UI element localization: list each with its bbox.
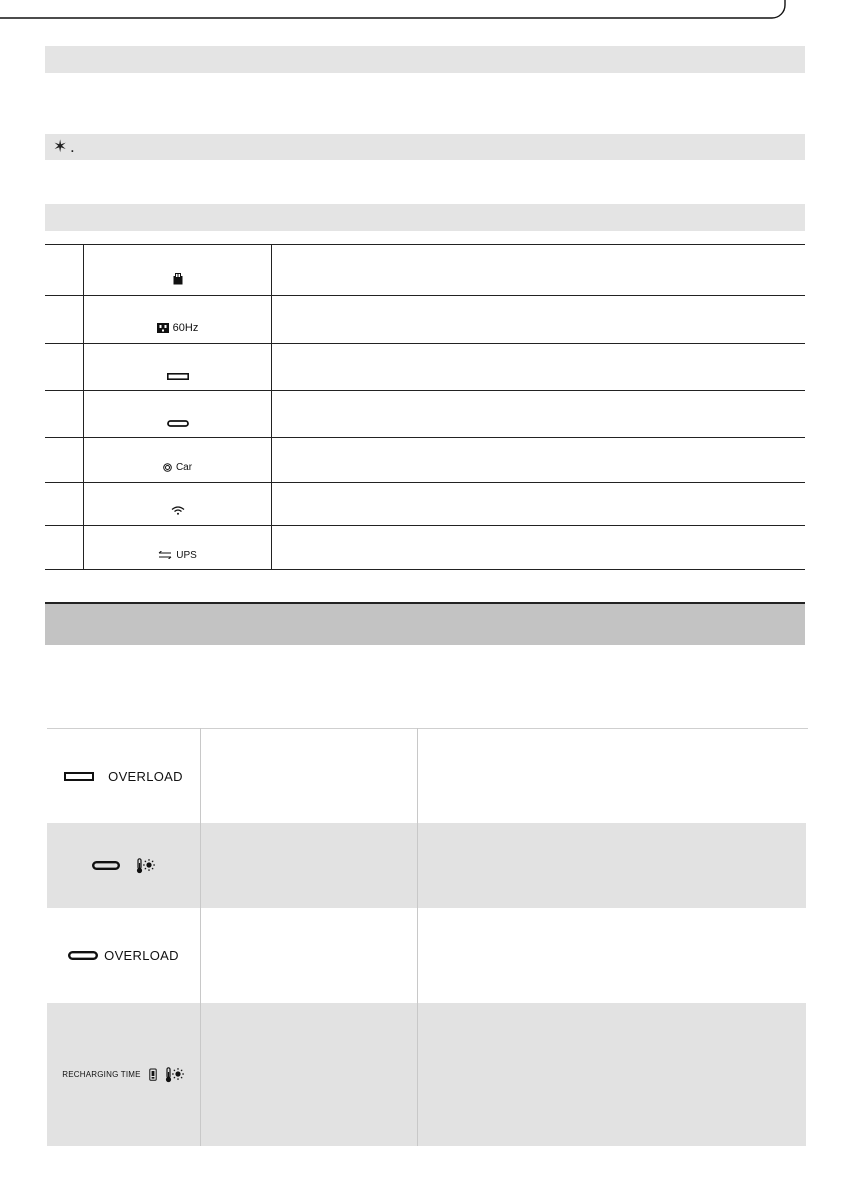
indicator-row <box>45 438 805 483</box>
warning-row <box>47 823 806 908</box>
ups-arrows-icon <box>158 551 172 559</box>
note-dot: . <box>70 137 75 156</box>
wifi-icon <box>171 506 185 515</box>
note-bar <box>45 134 805 160</box>
usb-a-icon <box>167 373 189 380</box>
asterisk-icon: ✶ <box>53 137 68 156</box>
indicator-row <box>45 391 805 438</box>
column-divider <box>200 728 201 1146</box>
ac-output-icon <box>173 273 183 285</box>
usb-c-icon <box>92 861 120 870</box>
overload-label: OVERLOAD <box>104 948 179 963</box>
indicator-row <box>45 245 805 296</box>
high-temperature-icon <box>136 858 156 874</box>
indicator-row <box>45 296 805 344</box>
warning-row <box>47 1003 806 1146</box>
indicator-table <box>45 244 805 570</box>
usb-c-icon <box>167 420 189 427</box>
usb-a-icon <box>64 772 94 781</box>
frequency-label: 60Hz <box>172 322 199 334</box>
battery-warning-icon <box>149 1068 157 1081</box>
indicator-row <box>45 526 805 570</box>
section-header-bar <box>45 602 805 645</box>
section-header-bar <box>45 46 805 73</box>
recharging-time-label: RECHARGING TIME <box>62 1070 141 1079</box>
column-divider <box>417 728 418 1146</box>
car-port-icon <box>163 463 172 472</box>
warning-table <box>47 728 808 1146</box>
ac-socket-icon <box>157 323 169 333</box>
warning-row <box>47 729 806 823</box>
ups-label: UPS <box>176 549 197 561</box>
indicator-row <box>45 344 805 391</box>
section-header-bar <box>45 204 805 231</box>
warning-row <box>47 908 806 1003</box>
high-temperature-icon <box>165 1067 185 1083</box>
indicator-row <box>45 483 805 526</box>
usb-c-icon <box>68 951 98 960</box>
page-cut-line <box>0 0 850 30</box>
overload-label: OVERLOAD <box>108 768 183 784</box>
car-label: Car <box>175 462 193 473</box>
